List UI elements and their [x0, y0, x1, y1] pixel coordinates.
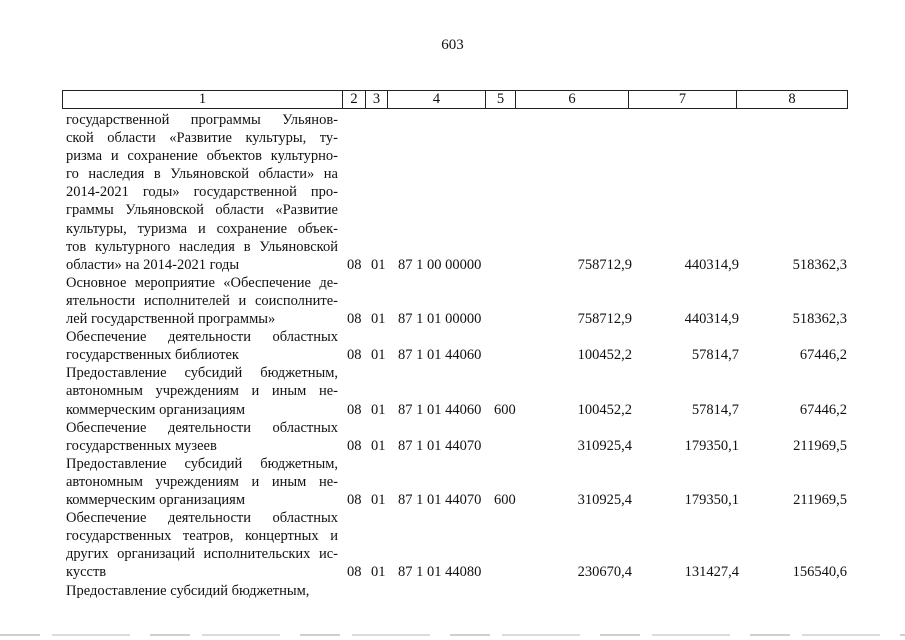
row-description	[66, 364, 338, 418]
description-line: кусств	[66, 564, 107, 581]
description-line: государственных музеев	[66, 437, 217, 454]
description-line: 2014-2021 годы» государственной про-	[66, 184, 338, 201]
description-line: Обеспечение деятельности областных	[66, 510, 338, 527]
column-header-4: 4	[388, 91, 486, 109]
expense-type-code: 600	[494, 492, 516, 509]
section-code: 08	[347, 564, 362, 581]
target-article-code: 87 1 01 44060	[398, 347, 482, 364]
target-article-code: 87 1 01 44060	[398, 401, 482, 418]
column-header-row	[63, 91, 848, 109]
column-header-1: 1	[63, 91, 343, 109]
description-line: Предоставление субсидий бюджетным,	[66, 455, 338, 472]
subsection-code: 01	[371, 256, 386, 273]
description-line: области» на 2014-2021 годы	[66, 256, 240, 273]
amount-col-6: 100452,2	[577, 401, 632, 418]
description-line: тов культурного наследия в Ульяновской	[66, 238, 338, 255]
description-line: граммы Ульяновской области «Развитие	[66, 202, 338, 219]
description-line: других организаций исполнительских ис-	[66, 546, 338, 563]
description-line: Обеспечение деятельности областных	[66, 419, 338, 436]
amount-col-8: 518362,3	[792, 256, 847, 273]
subsection-code: 01	[371, 311, 386, 328]
description-line: Предоставление субсидий бюджетным,	[66, 582, 310, 599]
amount-col-6: 100452,2	[577, 347, 632, 364]
row-description	[66, 328, 338, 364]
amount-col-7: 179350,1	[684, 437, 739, 454]
target-article-code: 87 1 00 00000	[398, 256, 482, 273]
scan-edge-artifact	[0, 634, 905, 636]
row-description	[66, 111, 338, 274]
target-article-code: 87 1 01 44070	[398, 492, 482, 509]
section-code: 08	[347, 256, 362, 273]
description-line: культуры, туризма и сохранение объек-	[66, 220, 338, 237]
amount-col-8: 67446,2	[799, 401, 847, 418]
amount-col-7: 440314,9	[684, 311, 739, 328]
target-article-code: 87 1 01 44070	[398, 437, 482, 454]
description-line: государственных театров, концертных и	[66, 528, 338, 545]
target-article-code: 87 1 01 00000	[398, 311, 482, 328]
description-line: ской области «Развитие культуры, ту-	[66, 130, 338, 147]
section-code: 08	[347, 492, 362, 509]
amount-col-6: 310925,4	[577, 437, 632, 454]
section-code: 08	[347, 347, 362, 364]
description-line: Обеспечение деятельности областных	[66, 329, 338, 346]
subsection-code: 01	[371, 564, 386, 581]
subsection-code: 01	[371, 401, 386, 418]
description-line: ризма и сохранение объектов культурно-	[66, 148, 338, 165]
section-code: 08	[347, 311, 362, 328]
section-code: 08	[347, 437, 362, 454]
amount-col-6: 758712,9	[577, 256, 632, 273]
subsection-code: 01	[371, 347, 386, 364]
amount-col-6: 758712,9	[577, 311, 632, 328]
column-header-7: 7	[629, 91, 737, 109]
expense-type-code: 600	[494, 401, 516, 418]
description-line: государственных библиотек	[66, 347, 239, 364]
description-line: ятельности исполнителей и соисполните-	[66, 292, 338, 309]
column-header-2: 2	[343, 91, 366, 109]
amount-col-7: 440314,9	[684, 256, 739, 273]
amount-col-7: 57814,7	[691, 401, 739, 418]
amount-col-6: 310925,4	[577, 492, 632, 509]
description-line: коммерческим организациям	[66, 492, 246, 509]
subsection-code: 01	[371, 492, 386, 509]
amount-col-8: 518362,3	[792, 311, 847, 328]
description-line: Основное мероприятие «Обеспечение де-	[66, 274, 338, 291]
amount-col-8: 67446,2	[799, 347, 847, 364]
row-description	[66, 419, 338, 455]
subsection-code: 01	[371, 437, 386, 454]
row-description	[66, 455, 338, 509]
column-header-table	[62, 90, 848, 109]
column-header-6: 6	[516, 91, 629, 109]
column-header-3: 3	[366, 91, 388, 109]
page-number: 603	[441, 37, 464, 53]
description-line: государственной программы Ульянов-	[66, 112, 338, 128]
description-line: лей государственной программы»	[66, 311, 276, 328]
description-line: Предоставление субсидий бюджетным,	[66, 365, 338, 382]
row-description	[66, 274, 338, 328]
amount-col-8: 156540,6	[792, 564, 847, 581]
amount-col-7: 179350,1	[684, 492, 739, 509]
amount-col-8: 211969,5	[793, 492, 847, 509]
amount-col-8: 211969,5	[793, 437, 847, 454]
description-line: коммерческим организациям	[66, 401, 246, 418]
section-code: 08	[347, 401, 362, 418]
amount-col-7: 57814,7	[691, 347, 739, 364]
description-line: автономным учреждениям и иным не-	[66, 473, 338, 490]
target-article-code: 87 1 01 44080	[398, 564, 482, 581]
amount-col-7: 131427,4	[684, 564, 739, 581]
description-line: автономным учреждениям и иным не-	[66, 383, 338, 400]
description-line: го наследия в Ульяновской области» на	[66, 166, 338, 183]
column-header-5: 5	[486, 91, 516, 109]
row-description	[66, 509, 338, 581]
amount-col-6: 230670,4	[577, 564, 632, 581]
column-header-8: 8	[737, 91, 848, 109]
row-description	[66, 582, 338, 600]
